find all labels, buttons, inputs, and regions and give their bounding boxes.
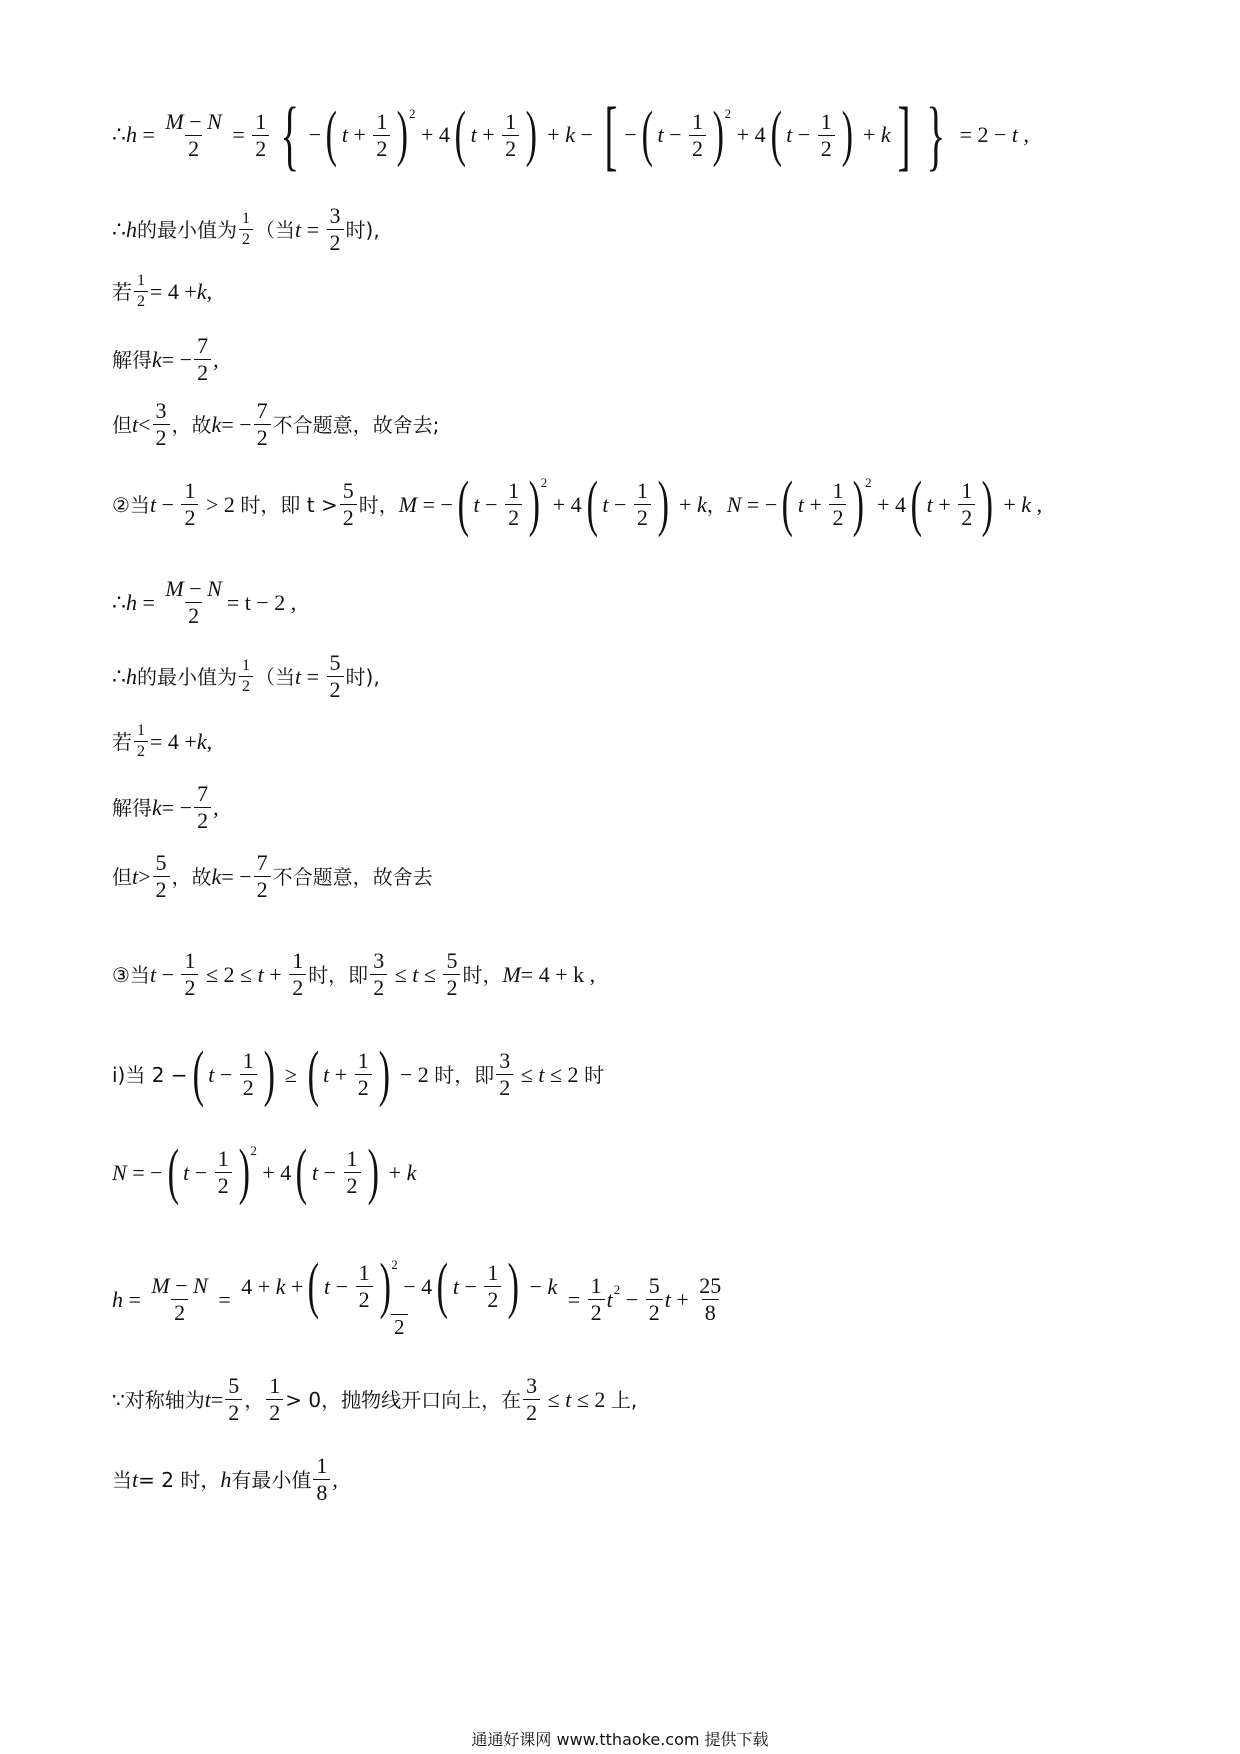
equation-line-8: ∴ h 的最小值为 $\frac{1}{2}$ （当 t = $\frac{5}{2}$ 时), [112, 650, 380, 702]
equation-line-6: ②当 t − $\frac{1}{2}$ > 2 时，即 t > $\frac{5}{2}$ 时， M = − ( t − $\frac{1}{2}$ ) 2 + 4 ( t − $\frac{1}{2}$ ) + k ， N = − ( t + $\frac{1}{2}$ ) 2 + 4 ( t + $\frac{1}{2}$ ) + k , [112, 470, 1043, 538]
equation-line-9: 若 $\frac{1}{2}$ = 4 + k , [112, 722, 213, 760]
equation-line-2: ∴ h 的最小值为 $\frac{1}{2}$ （当 t = $\frac{3}{2}$ 时), [112, 203, 380, 255]
equation-line-13: i)当 2 − ( t − $\frac{1}{2}$ ) ≥ ( t + $\frac{1}{2}$ ) − 2 时，即 $\frac{3}{2}$ ≤ t ≤ 2 时 [112, 1040, 605, 1108]
page-footer: 通通好课网 www.tthaoke.com 提供下载 [471, 1730, 769, 1749]
equation-line-1: ∴ h = $\frac{M - N}{2}$ = $\frac{1}{2}$ { − ( t + $\frac{1}{2}$ ) 2 + 4 ( t + $\frac{1}{2}$ ) + k − [ − ( t − $\frac{1}{2}$ ) 2 + 4 ( t − $\frac{1}{2}$ ) + k ] } = 2 − t , [112, 91, 1030, 178]
equation-line-7: ∴ h = $\frac{M - N}{2}$ = t − 2 , [112, 576, 297, 628]
equation-line-5: 但 t < $\frac{3}{2}$ ，故 k = − $\frac{7}{2}$ 不合题意，故舍去; [112, 398, 440, 450]
equation-line-15: h = $\frac{M - N}{2}$ = 4 + k + ( t − $\frac{1}{2}$ ) 2 − 4 ( t − $\frac{1}{2}$ ) − k 2 = $\frac{1}{2}$ t 2 − $\frac{5}{2}$ t + $\frac{25}{8}$ [112, 1252, 722, 1339]
equation-line-14: N = − ( t − $\frac{1}{2}$ ) 2 + 4 ( t − $\frac{1}{2}$ ) + k [112, 1138, 417, 1206]
equation-line-16: ∵对称轴为 t = $\frac{5}{2}$ ， $\frac{1}{2}$ > 0，抛物线开口向上，在 $\frac{3}{2}$ ≤ t ≤ 2 上, [112, 1373, 638, 1425]
equation-line-4: 解得 k = − $\frac{7}{2}$ , [112, 333, 219, 385]
equation-line-17: 当 t = 2 时， h 有最小值 $\frac{1}{8}$ , [112, 1453, 338, 1505]
equation-line-12: ③当 t − $\frac{1}{2}$ ≤ 2 ≤ t + $\frac{1}{2}$ 时，即 $\frac{3}{2}$ ≤ t ≤ $\frac{5}{2}$ 时， M = 4 + k , [112, 948, 596, 1000]
equation-line-3: 若 $\frac{1}{2}$ = 4 + k , [112, 272, 213, 310]
equation-line-10: 解得 k = − $\frac{7}{2}$ , [112, 781, 219, 833]
equation-line-11: 但 t > $\frac{5}{2}$ ，故 k = − $\frac{7}{2}$ 不合题意，故舍去 [112, 850, 433, 902]
